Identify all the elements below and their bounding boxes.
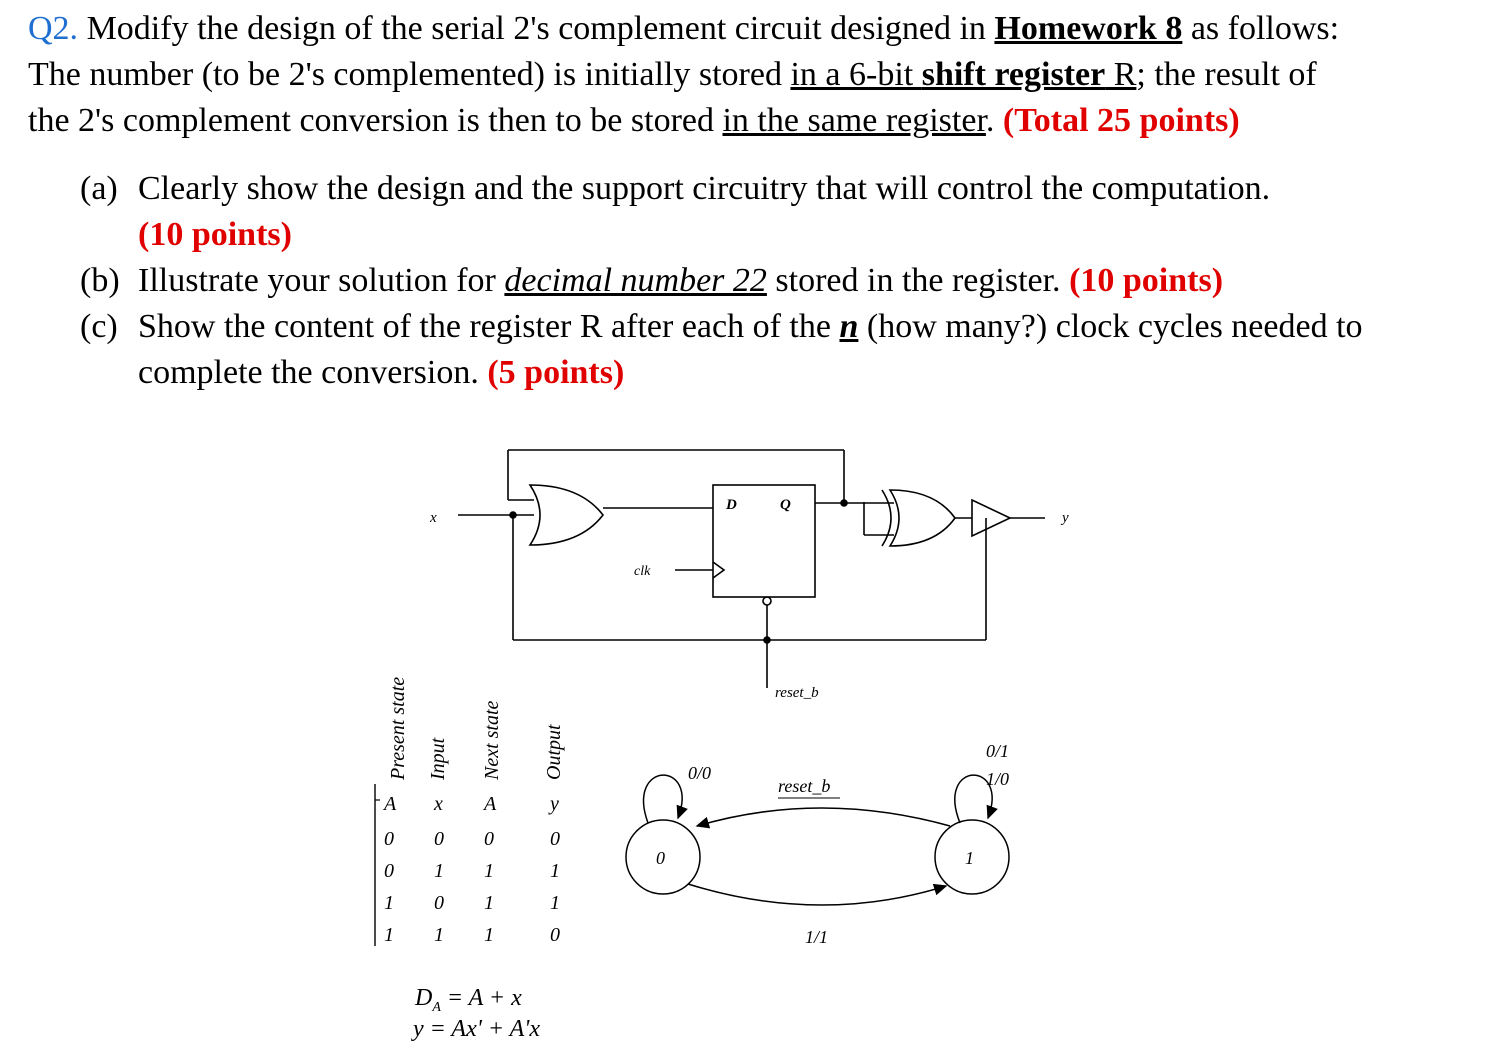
- table-cell: 1: [434, 860, 444, 882]
- homework-reference: Homework 8: [994, 10, 1183, 47]
- q-line3: the 2's complement conversion is then to be stored: [28, 102, 723, 139]
- output-y-label: y: [1062, 510, 1069, 526]
- equations: [411, 985, 540, 1042]
- same-register: in the same register: [722, 102, 986, 139]
- xor-gate: [890, 490, 955, 546]
- q-line2-end: ; the result of: [1136, 56, 1317, 93]
- truth-table-headers: [387, 677, 565, 781]
- header-input: Input: [427, 737, 449, 780]
- table-cell: 0: [550, 828, 560, 850]
- header-present-state: Present state: [387, 676, 409, 780]
- table-cell: 0: [550, 924, 560, 946]
- reset-label: reset_b: [775, 685, 819, 701]
- input-x-label: x: [430, 510, 437, 526]
- part-label: (b): [80, 262, 120, 299]
- equation-d: $D_A = A + x$: [415, 985, 522, 1015]
- table-cell: 1: [384, 892, 394, 914]
- reset-transition-label: reset_b: [778, 776, 831, 796]
- table-cell: 1: [484, 924, 494, 946]
- self-loop-0-label: 0/0: [688, 763, 712, 783]
- n-variable: n: [839, 308, 859, 345]
- equation-y: y = Ax' + A'x: [413, 1016, 541, 1042]
- schematic: [458, 450, 1045, 688]
- subheader-y: y: [550, 793, 559, 815]
- table-cell: 1: [550, 860, 560, 882]
- part-points: (5 points): [487, 354, 625, 391]
- part-label: (c): [80, 308, 118, 345]
- clk-label: clk: [634, 564, 651, 579]
- table-cell: 0: [384, 828, 394, 850]
- table-cell: 1: [484, 892, 494, 914]
- table-cell: 1: [484, 860, 494, 882]
- header-next-state: Next state: [481, 700, 503, 780]
- part-text: Clearly show the design and the support circuitry that will control the computation.: [138, 170, 1271, 207]
- decimal-number: decimal number 22: [504, 262, 767, 299]
- part-points: (10 points): [138, 216, 292, 253]
- q-line2: The number (to be 2's complemented) is initially stored: [28, 56, 791, 93]
- ff-d-label: D: [726, 497, 737, 513]
- buffer: [972, 500, 1010, 536]
- table-cell: 0: [434, 828, 444, 850]
- table-cell: 1: [550, 892, 560, 914]
- header-output: Output: [543, 724, 565, 780]
- part-c: (c) Show the content of the register R after each of the n (how many?) clock cycles needed to complete the conversion. (5 points): [80, 304, 1475, 396]
- table-cell: 0: [434, 892, 444, 914]
- question-statement: Q2. Modify the design of the serial 2's complement circuit designed in Homework 8 as follows: The number (to be 2's complemented) is initially stored in a 6-bit shift register R; the result of the 2's complement conversion is then to be stored in the same register. (Total 25 points): [28, 10, 1340, 139]
- register-description: in a 6-bit shift register R: [790, 56, 1137, 93]
- part-b: (b) Illustrate your solution for decimal number 22 stored in the register. (10 points): [80, 258, 1475, 304]
- self-loop-1-label-a: 0/1: [986, 741, 1010, 761]
- table-cell: 0: [484, 828, 494, 850]
- total-points: (Total 25 points): [1002, 102, 1240, 139]
- truth-table: [382, 793, 560, 946]
- part-label: (a): [80, 170, 118, 207]
- table-cell: 0: [384, 860, 394, 882]
- subheader-x: x: [434, 793, 443, 815]
- or-gate: [530, 485, 603, 545]
- ff-q-label: Q: [780, 497, 791, 513]
- q-line1: Modify the design of the serial 2's complement circuit designed in: [78, 10, 995, 47]
- state-1-label: 1: [965, 848, 974, 868]
- question-number: Q2.: [28, 10, 79, 47]
- self-loop-1-label-b: 1/0: [986, 769, 1010, 789]
- part-points: (10 points): [1069, 262, 1224, 299]
- table-cell: 1: [384, 924, 394, 946]
- table-cell: 1: [434, 924, 444, 946]
- subheader-a-next: A: [484, 793, 497, 815]
- state-0-label: 0: [656, 848, 665, 868]
- q-line1-end: as follows:: [1182, 10, 1340, 47]
- state-diagram-labels: [656, 741, 1009, 947]
- transition-0-1-label: 1/1: [805, 927, 829, 947]
- subheader-a: A: [384, 793, 397, 815]
